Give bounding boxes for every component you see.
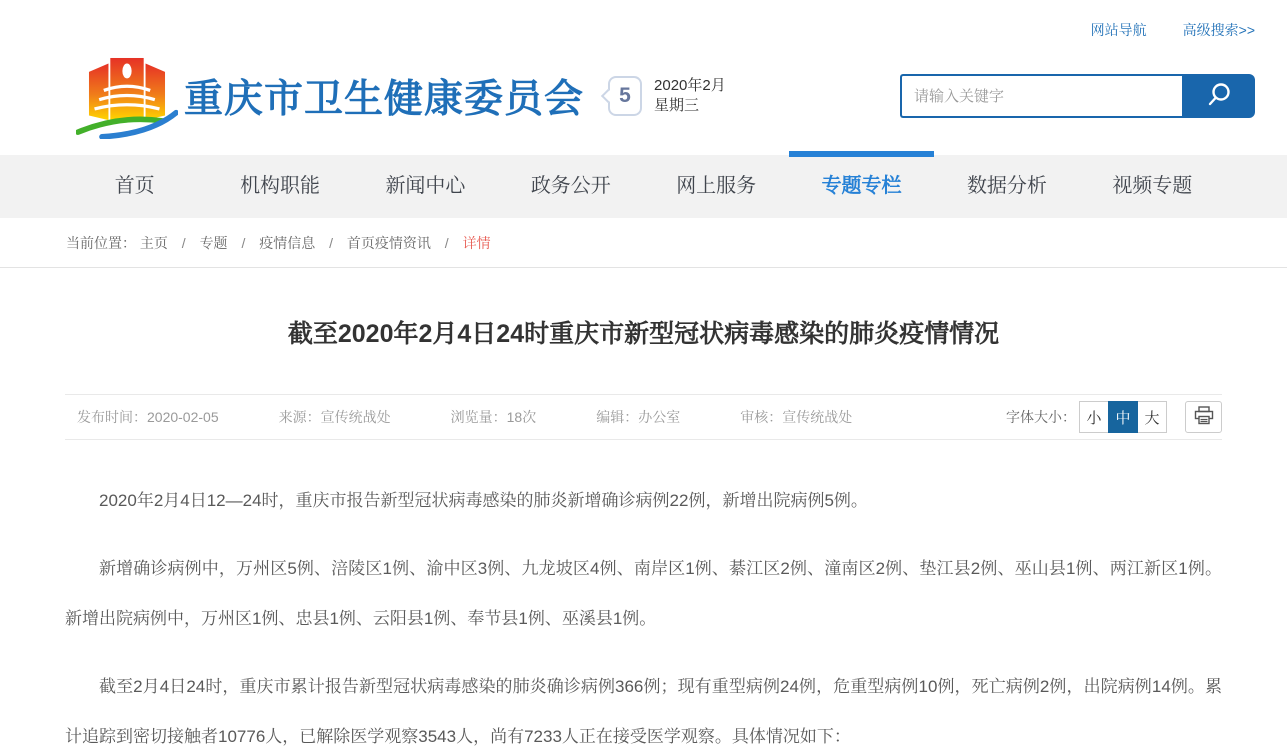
calendar-day: 5 (619, 84, 631, 107)
date-month: 2020年2月 (654, 77, 726, 94)
article-paragraph: 新增确诊病例中，万州区5例、涪陵区1例、渝中区3例、九龙坡区4例、南岸区1例、綦江区2例、潼南区2例、垫江县2例、巫山县1例、两江新区1例。新增出院病例中，万州区1例、忠县1例、云阳县1例、奉节县1例、巫溪县1例。 (65, 559, 1222, 628)
header (0, 40, 1287, 152)
article-meta-row (65, 394, 1222, 440)
meta-source: 来源：宣传统战处 (278, 409, 391, 425)
printer-icon (1194, 406, 1214, 428)
nav-item-special-topics[interactable]: 专题专栏 (789, 155, 934, 218)
nav-item-news[interactable]: 新闻中心 (385, 175, 466, 197)
nav-item-data-analysis[interactable]: 数据分析 (966, 175, 1047, 197)
meta-editor: 编辑：办公室 (596, 409, 681, 425)
nav-item-video-topics[interactable]: 视频专题 (1112, 175, 1193, 197)
article-controls (1006, 401, 1222, 433)
breadcrumb-epidemic-info[interactable]: 疫情信息 (259, 235, 316, 251)
breadcrumb-home[interactable]: 主页 (139, 235, 168, 251)
breadcrumb-current: 详情 (462, 235, 491, 251)
breadcrumb-topics[interactable]: 专题 (199, 235, 228, 251)
nav-item-functions[interactable]: 机构职能 (240, 175, 321, 197)
search-button[interactable] (1182, 74, 1255, 118)
article-body (65, 476, 1222, 753)
font-size-group (1080, 401, 1167, 433)
site-logo-icon[interactable] (76, 53, 178, 139)
breadcrumb-separator: / (181, 235, 186, 251)
advanced-search-link[interactable]: 高级搜索>> (1182, 22, 1255, 38)
search-box (900, 74, 1255, 118)
meta-view-count: 浏览量：18次 (450, 409, 537, 425)
calendar-day-badge (608, 76, 642, 116)
article-paragraph: 2020年2月4日12—24时，重庆市报告新型冠状病毒感染的肺炎新增确诊病例22例，新增出院病例5例。 (99, 491, 868, 510)
date-text (654, 76, 726, 116)
article-meta-list (65, 407, 852, 427)
breadcrumb-epidemic-news[interactable]: 首页疫情资讯 (346, 235, 431, 251)
breadcrumb (0, 218, 1287, 268)
article (0, 314, 1287, 753)
main-nav (0, 155, 1287, 218)
breadcrumb-separator: / (241, 235, 246, 251)
date-weekday: 星期三 (654, 97, 700, 114)
article-paragraph: 截至2月4日24时，重庆市累计报告新型冠状病毒感染的肺炎确诊病例366例；现有重型病例24例，危重型病例10例，死亡病例2例，出院病例14例。累计追踪到密切接触者10776人，已解除医学观察3543人，尚有7233人正在接受医学观察。具体情况如下： (65, 677, 1222, 746)
site-title[interactable]: 重庆市卫生健康委员会 (184, 78, 585, 121)
top-utility-bar (0, 0, 1287, 40)
font-size-label: 字体大小： (1006, 409, 1076, 425)
print-button[interactable] (1185, 401, 1222, 433)
breadcrumb-separator: / (329, 235, 334, 251)
font-size-small-button[interactable]: 小 (1079, 401, 1109, 433)
font-size-medium-button[interactable]: 中 (1108, 401, 1138, 433)
nav-item-gov-affairs[interactable]: 政务公开 (530, 175, 611, 197)
date-widget (608, 76, 726, 116)
breadcrumb-label: 当前位置： (66, 235, 136, 251)
search-icon (1205, 81, 1233, 112)
nav-item-online-services[interactable]: 网上服务 (676, 175, 757, 197)
search-input[interactable] (900, 74, 1182, 118)
meta-reviewer: 审核：宣传统战处 (740, 409, 853, 425)
site-map-link[interactable]: 网站导航 (1090, 22, 1147, 38)
font-size-large-button[interactable]: 大 (1137, 401, 1167, 433)
nav-item-home[interactable]: 首页 (114, 175, 155, 197)
meta-publish-date: 发布时间：2020-02-05 (77, 409, 219, 425)
article-title: 截至2020年2月4日24时重庆市新型冠状病毒感染的肺炎疫情情况 (287, 320, 1000, 348)
badge-tail (601, 89, 615, 103)
breadcrumb-separator: / (444, 235, 449, 251)
